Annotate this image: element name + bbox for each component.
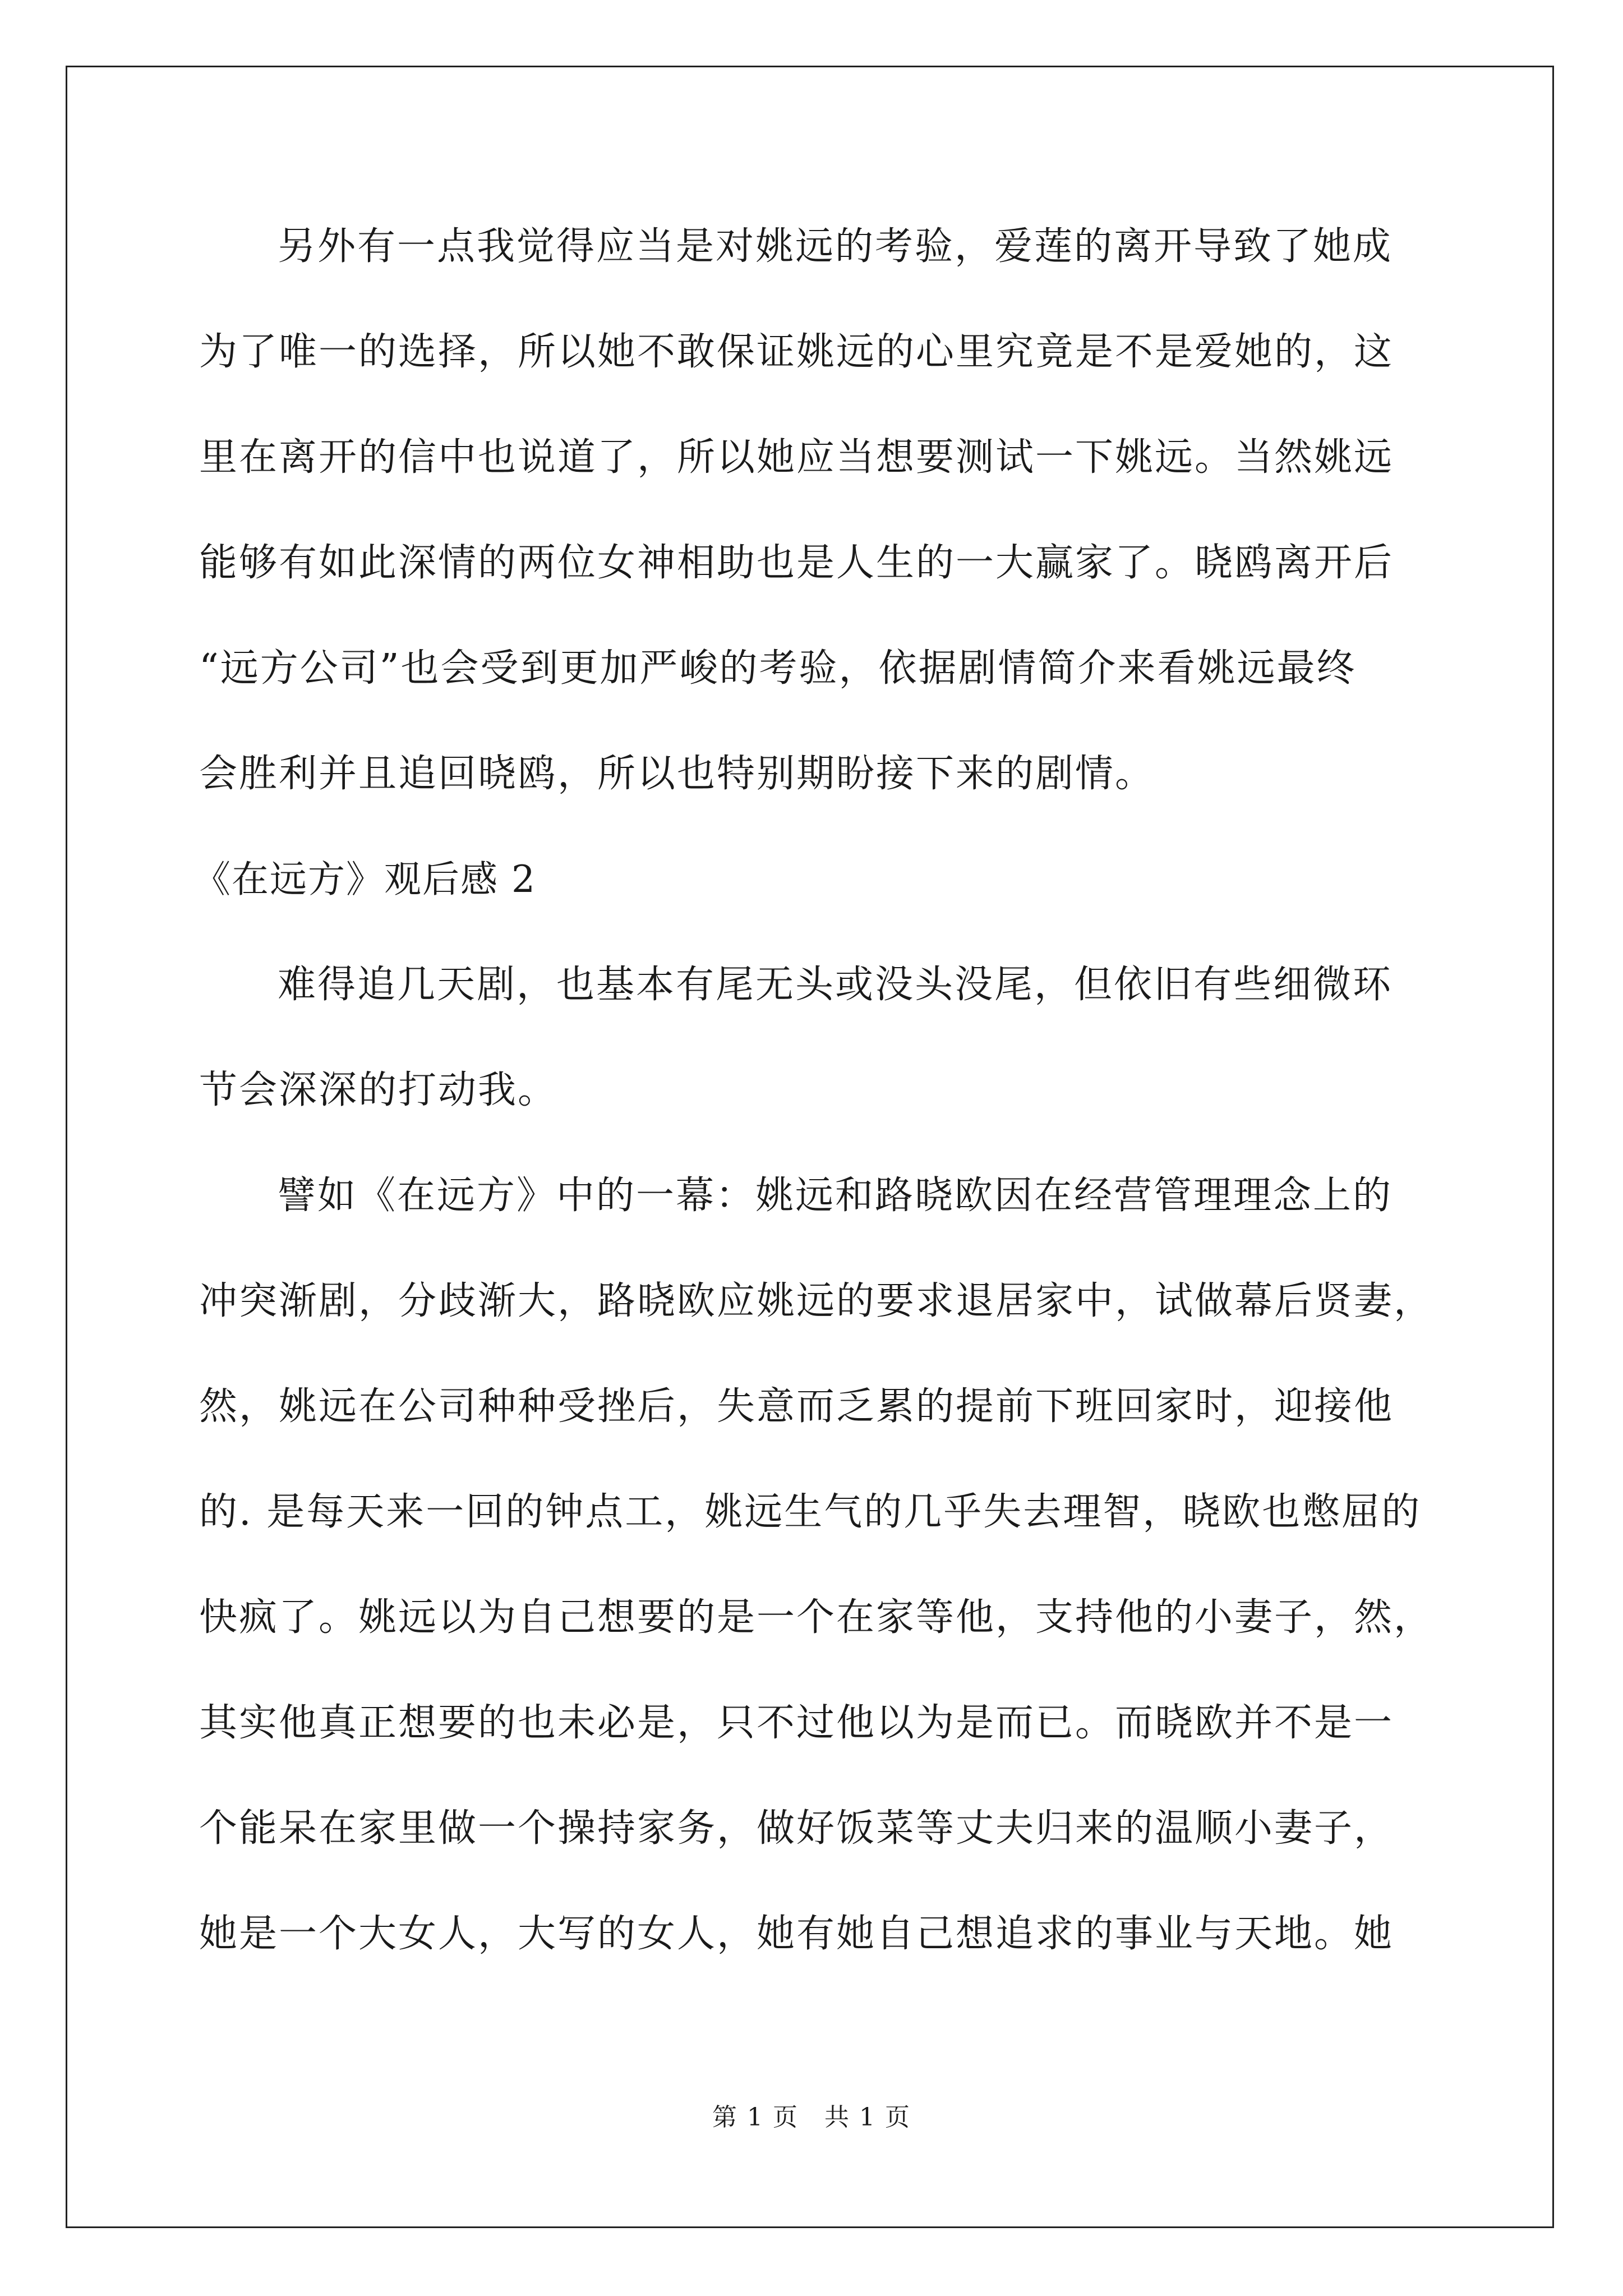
paragraph-3-line: 快疯了。姚远以为自己想要的是一个在家等他，支持他的小妻子，然， [199, 1595, 1434, 1640]
document-body [193, 219, 1434, 1962]
paragraph-3-line: 然，姚远在公司种种受挫后，失意而乏累的提前下班回家时，迎接他 [199, 1384, 1394, 1429]
paragraph-1-line: 另外有一点我觉得应当是对姚远的考验，爱莲的离开导致了她成 [278, 224, 1393, 269]
paragraph-3-line: 她是一个大女人，大写的女人，她有她自己想追求的事业与天地。她 [199, 1912, 1394, 1956]
paragraph-1-line: “远方公司”也会受到更加严峻的考验，依据剧情简介来看姚远最终 [199, 646, 1357, 691]
page-footer: 第 1 页 共 1 页 [712, 2103, 911, 2132]
paragraph-1-line: 能够有如此深情的两位女神相助也是人生的一大赢家了。晓鸥离开后 [199, 541, 1394, 585]
section-heading: 《在远方》观后感 2 [193, 858, 536, 901]
paragraph-3-line: 个能呆在家里做一个操持家务，做好饭菜等丈夫归来的温顺小妻子， [199, 1806, 1394, 1851]
paragraph-3-line: 其实他真正想要的也未必是，只不过他以为是而已。而晓欧并不是一 [199, 1701, 1394, 1745]
paragraph-1-line: 会胜利并且追回晓鸥，所以也特别期盼接下来的剧情。 [199, 752, 1155, 796]
paragraph-2-line: 节会深深的打动我。 [199, 1068, 558, 1112]
paragraph-1-line: 为了唯一的选择，所以她不敢保证姚远的心里究竟是不是爱她的，这 [199, 330, 1394, 374]
paragraph-3-line: 的. 是每天来一回的钟点工，姚远生气的几乎失去理智，晓欧也憋屈的 [199, 1490, 1422, 1534]
paragraph-3-line: 譬如《在远方》中的一幕：姚远和路晓欧因在经营管理理念上的 [278, 1174, 1393, 1218]
paragraph-2-line: 难得追几天剧，也基本有尾无头或没头没尾，但依旧有些细微环 [278, 963, 1393, 1007]
paragraph-3-line: 冲突渐剧，分歧渐大，路晓欧应姚远的要求退居家中，试做幕后贤妻， [199, 1279, 1434, 1323]
paragraph-1-line: 里在离开的信中也说道了，所以她应当想要测试一下姚远。当然姚远 [199, 435, 1394, 480]
